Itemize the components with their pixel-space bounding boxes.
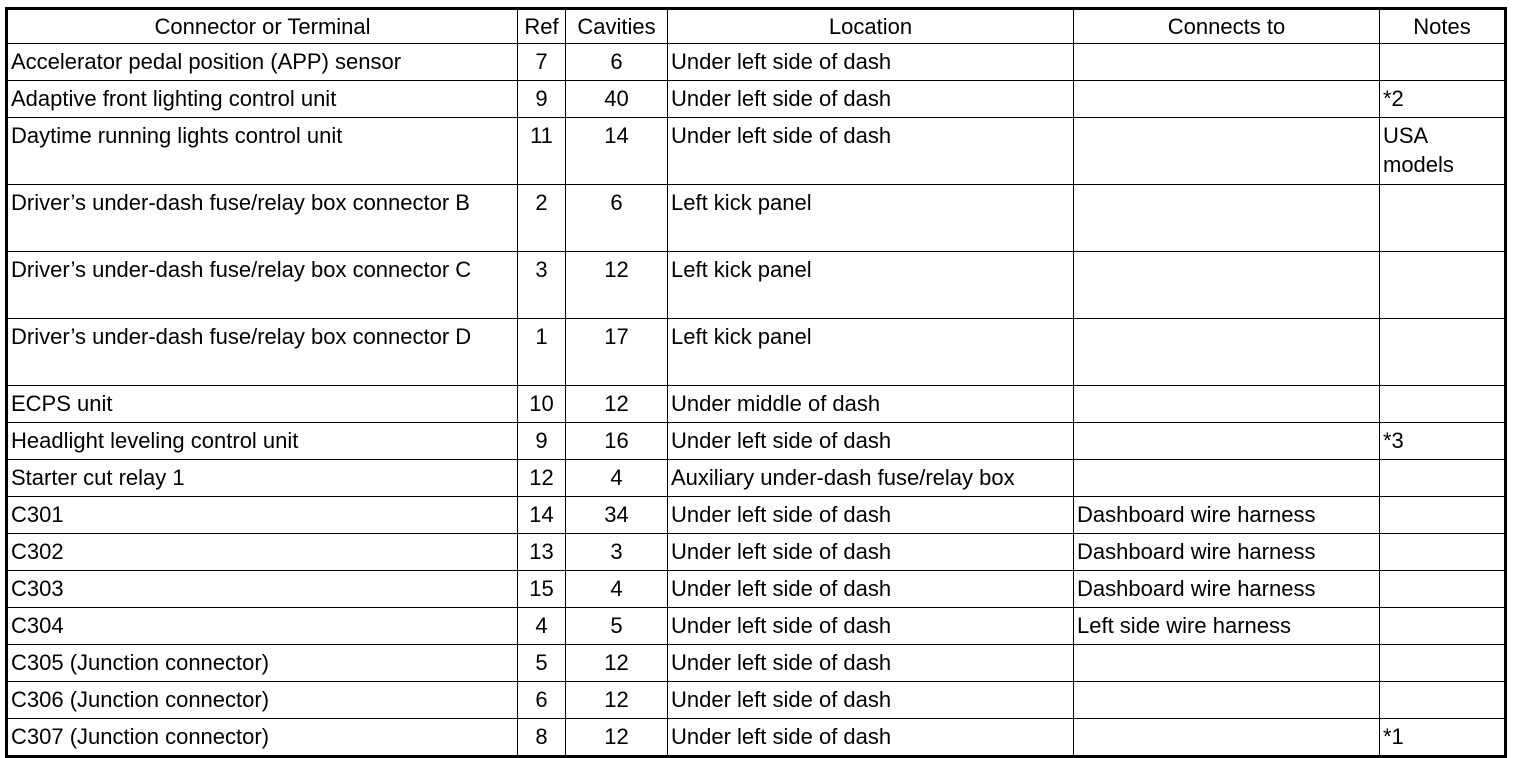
cell-location: Under left side of dash <box>668 719 1074 757</box>
header-cavities: Cavities <box>566 9 668 44</box>
cell-connector: Driver’s under-dash fuse/relay box connector B <box>7 185 518 252</box>
cell-connector: C307 (Junction connector) <box>7 719 518 757</box>
header-location: Location <box>668 9 1074 44</box>
cell-notes <box>1380 185 1506 252</box>
cell-location: Under left side of dash <box>668 423 1074 460</box>
cell-connects-to <box>1074 682 1380 719</box>
cell-connector: Accelerator pedal position (APP) sensor <box>7 44 518 81</box>
cell-connector: Driver’s under-dash fuse/relay box connector D <box>7 319 518 386</box>
cell-connector: Adaptive front lighting control unit <box>7 81 518 118</box>
table-row <box>7 497 1506 534</box>
table-row <box>7 319 1506 386</box>
cell-notes <box>1380 252 1506 319</box>
cell-location: Left kick panel <box>668 252 1074 319</box>
cell-ref: 1 <box>518 319 566 386</box>
cell-notes <box>1380 460 1506 497</box>
cell-notes <box>1380 319 1506 386</box>
table-row <box>7 460 1506 497</box>
cell-connects-to <box>1074 252 1380 319</box>
cell-connector: C303 <box>7 571 518 608</box>
cell-location: Auxiliary under-dash fuse/relay box <box>668 460 1074 497</box>
cell-notes <box>1380 645 1506 682</box>
cell-ref: 4 <box>518 608 566 645</box>
cell-cavities: 12 <box>566 682 668 719</box>
table-body <box>7 44 1506 757</box>
cell-connects-to: Dashboard wire harness <box>1074 571 1380 608</box>
cell-cavities: 3 <box>566 534 668 571</box>
cell-location: Under left side of dash <box>668 118 1074 185</box>
cell-connects-to <box>1074 719 1380 757</box>
cell-notes <box>1380 386 1506 423</box>
cell-connector: Headlight leveling control unit <box>7 423 518 460</box>
table-row <box>7 185 1506 252</box>
cell-location: Left kick panel <box>668 319 1074 386</box>
cell-ref: 8 <box>518 719 566 757</box>
cell-notes <box>1380 44 1506 81</box>
cell-cavities: 40 <box>566 81 668 118</box>
cell-cavities: 34 <box>566 497 668 534</box>
table-row <box>7 645 1506 682</box>
cell-location: Left kick panel <box>668 185 1074 252</box>
cell-cavities: 16 <box>566 423 668 460</box>
cell-location: Under left side of dash <box>668 497 1074 534</box>
cell-cavities: 12 <box>566 386 668 423</box>
cell-notes <box>1380 682 1506 719</box>
cell-cavities: 5 <box>566 608 668 645</box>
cell-location: Under left side of dash <box>668 571 1074 608</box>
cell-connector: Driver’s under-dash fuse/relay box connector C <box>7 252 518 319</box>
table-row <box>7 118 1506 185</box>
table-row <box>7 81 1506 118</box>
cell-ref: 3 <box>518 252 566 319</box>
connector-table <box>5 7 1507 758</box>
cell-connects-to <box>1074 81 1380 118</box>
cell-location: Under left side of dash <box>668 81 1074 118</box>
cell-notes: USA models <box>1380 118 1506 185</box>
cell-ref: 11 <box>518 118 566 185</box>
cell-connector: C305 (Junction connector) <box>7 645 518 682</box>
cell-connects-to: Dashboard wire harness <box>1074 534 1380 571</box>
cell-location: Under middle of dash <box>668 386 1074 423</box>
cell-cavities: 12 <box>566 252 668 319</box>
cell-ref: 14 <box>518 497 566 534</box>
header-connector: Connector or Terminal <box>7 9 518 44</box>
cell-location: Under left side of dash <box>668 682 1074 719</box>
cell-connector: C304 <box>7 608 518 645</box>
cell-location: Under left side of dash <box>668 44 1074 81</box>
table-row <box>7 386 1506 423</box>
cell-location: Under left side of dash <box>668 534 1074 571</box>
cell-connects-to <box>1074 319 1380 386</box>
cell-connects-to <box>1074 118 1380 185</box>
cell-connects-to <box>1074 645 1380 682</box>
cell-cavities: 4 <box>566 460 668 497</box>
table-row <box>7 44 1506 81</box>
cell-connects-to <box>1074 423 1380 460</box>
cell-location: Under left side of dash <box>668 645 1074 682</box>
cell-cavities: 12 <box>566 645 668 682</box>
cell-notes: *2 <box>1380 81 1506 118</box>
cell-ref: 9 <box>518 81 566 118</box>
cell-cavities: 14 <box>566 118 668 185</box>
cell-ref: 2 <box>518 185 566 252</box>
header-notes: Notes <box>1380 9 1506 44</box>
table-row <box>7 423 1506 460</box>
cell-cavities: 6 <box>566 185 668 252</box>
header-ref: Ref <box>518 9 566 44</box>
table-row <box>7 608 1506 645</box>
cell-connector: C301 <box>7 497 518 534</box>
cell-cavities: 4 <box>566 571 668 608</box>
cell-cavities: 12 <box>566 719 668 757</box>
cell-notes: *1 <box>1380 719 1506 757</box>
cell-ref: 12 <box>518 460 566 497</box>
cell-connector: ECPS unit <box>7 386 518 423</box>
cell-cavities: 17 <box>566 319 668 386</box>
cell-ref: 13 <box>518 534 566 571</box>
header-row <box>7 9 1506 44</box>
cell-ref: 15 <box>518 571 566 608</box>
cell-ref: 5 <box>518 645 566 682</box>
cell-ref: 9 <box>518 423 566 460</box>
cell-connector: Daytime running lights control unit <box>7 118 518 185</box>
cell-connector: C306 (Junction connector) <box>7 682 518 719</box>
cell-cavities: 6 <box>566 44 668 81</box>
table-row <box>7 719 1506 757</box>
cell-ref: 7 <box>518 44 566 81</box>
cell-connector: Starter cut relay 1 <box>7 460 518 497</box>
cell-location: Under left side of dash <box>668 608 1074 645</box>
cell-notes <box>1380 571 1506 608</box>
cell-connects-to: Left side wire harness <box>1074 608 1380 645</box>
cell-notes <box>1380 608 1506 645</box>
cell-connects-to <box>1074 386 1380 423</box>
cell-ref: 10 <box>518 386 566 423</box>
table-row <box>7 571 1506 608</box>
table-row <box>7 682 1506 719</box>
cell-notes <box>1380 534 1506 571</box>
cell-notes: *3 <box>1380 423 1506 460</box>
table-row <box>7 252 1506 319</box>
table-row <box>7 534 1506 571</box>
cell-connects-to <box>1074 460 1380 497</box>
cell-connects-to <box>1074 44 1380 81</box>
cell-connector: C302 <box>7 534 518 571</box>
cell-notes <box>1380 497 1506 534</box>
cell-connects-to: Dashboard wire harness <box>1074 497 1380 534</box>
cell-ref: 6 <box>518 682 566 719</box>
header-connects-to: Connects to <box>1074 9 1380 44</box>
cell-connects-to <box>1074 185 1380 252</box>
